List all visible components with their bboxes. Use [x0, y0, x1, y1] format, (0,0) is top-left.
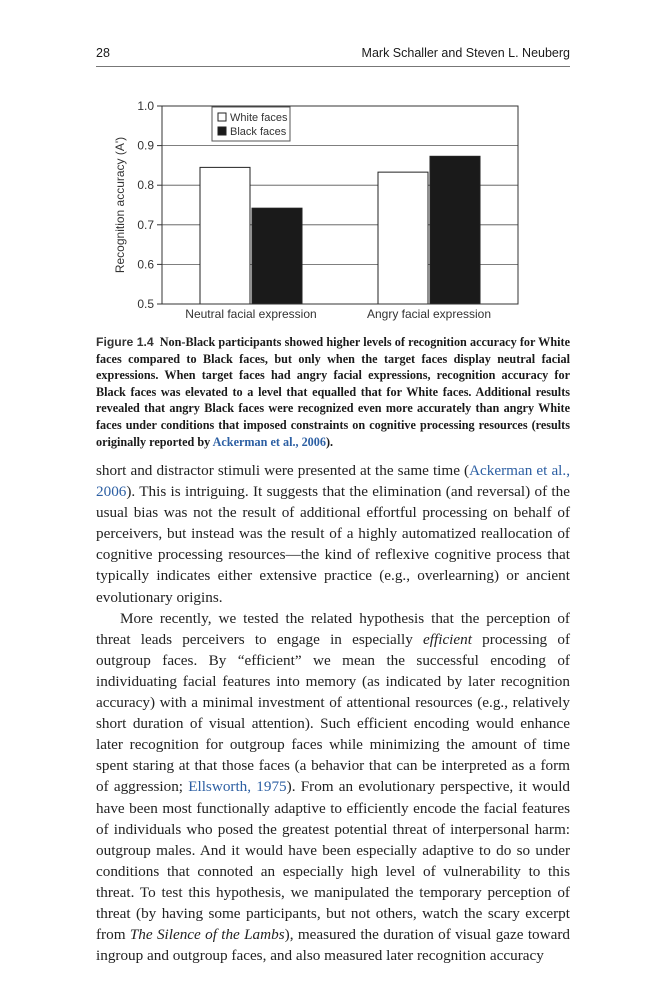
p1-text-a: short and distractor stimuli were presented at the same time (	[96, 462, 470, 479]
y-tick-label: 1.0	[137, 99, 154, 113]
y-tick-label: 0.5	[137, 297, 154, 311]
p2-text-a: More recently, we tested the related hypothesis that the perception of threat leads perceivers to engage in especially	[96, 609, 570, 648]
p1-citation-link[interactable]: Ackerman et al., 2006	[96, 462, 570, 501]
caption-text: Non-Black participants showed higher levels of recognition accuracy for White faces compared to Black faces, but only when the target faces display neutral facial expressions. When target faces had angry facial expressions, recognition accuracy for Black faces was elevated to a level that equalled that for White faces. Additional results revealed that angry Black faces were recognized even more accurately than angry White faces under conditions that imposed constraints on cognitive processing resources (results originally reported by	[96, 335, 570, 449]
y-tick-label: 0.8	[137, 178, 154, 193]
figure-bar-chart	[96, 90, 536, 326]
figure-label: Figure 1.4	[96, 335, 154, 349]
running-head: Mark Schaller and Steven L. Neuberg	[361, 46, 570, 60]
page-number: 28	[96, 46, 110, 60]
p2-text-b: processing of outgroup faces. By “efficient” we mean the successful encoding of individuating facial features into memory (as indicated by later recognition accuracy) with a minimal investment of attentional resources (e.g., relatively short duration of visual attention). Such efficient encoding would enhance later recognition for outgroup faces while minimizing the amount of time spent staring at that those faces (a behavior that can be interpreted as a form of aggression;	[96, 630, 571, 796]
caption-end: ).	[325, 434, 334, 449]
x-tick-label: Angry facial expression	[366, 307, 492, 321]
p2-text-c: ). From an evolutionary perspective, it would have been most functionally adaptive to efficiently encode the facial features of individuals who posed the greatest potential threat of interpersonal harm: outgroup males. And it would have been especially adaptive to do so under conditions that connoted an especially high level of vulnerability to this threat. To test this hypothesis, we manipulated the temporary perception of threat (by having some participants, but not others, watch the scary excerpt from	[96, 778, 571, 944]
bar	[200, 167, 250, 304]
legend-label: Black faces	[230, 126, 287, 138]
x-axis-labels	[185, 307, 491, 321]
caption-citation-link[interactable]: Ackerman et al., 2006	[212, 434, 326, 449]
y-tick-label: 0.9	[137, 138, 154, 153]
bar	[430, 156, 480, 304]
p2-text-d: ), measured the duration of visual gaze toward ingroup and outgroup faces, and also measured later recognition accuracy	[96, 926, 570, 965]
bar	[252, 208, 302, 304]
y-axis-label: Recognition accuracy (A')	[113, 136, 127, 274]
legend-swatch	[218, 127, 226, 135]
x-tick-label: Neutral facial expression	[185, 307, 317, 321]
p2-emphasis: efficient	[423, 630, 472, 648]
legend-swatch	[218, 113, 226, 121]
bar	[378, 172, 428, 304]
y-tick-label: 0.6	[137, 257, 154, 272]
y-tick-label: 0.7	[137, 217, 154, 232]
y-axis-ticks	[137, 99, 162, 311]
paragraph-2	[96, 608, 570, 967]
page-header	[96, 44, 570, 67]
chart-legend	[212, 107, 290, 141]
p2-citation-link[interactable]: Ellsworth, 1975	[188, 778, 287, 796]
chart-bars	[200, 156, 480, 304]
p1-text-b: ). This is intriguing. It suggests that the elimination (and reversal) of the usual bias was not the result of additional effortful processing on behalf of perceivers, but instead was the result of a highly automatized reallocation of cognitive processing resources—the kind of reflexive cognitive process that typically indicates either extensive practice (e.g., overlearning) or ancient evolutionary origins.	[96, 483, 570, 606]
p2-film-title: The Silence of the Lambs	[129, 926, 285, 944]
legend-label: White faces	[230, 112, 288, 124]
figure-caption	[96, 334, 570, 450]
paragraph-1	[96, 460, 570, 608]
body-text	[96, 460, 570, 966]
